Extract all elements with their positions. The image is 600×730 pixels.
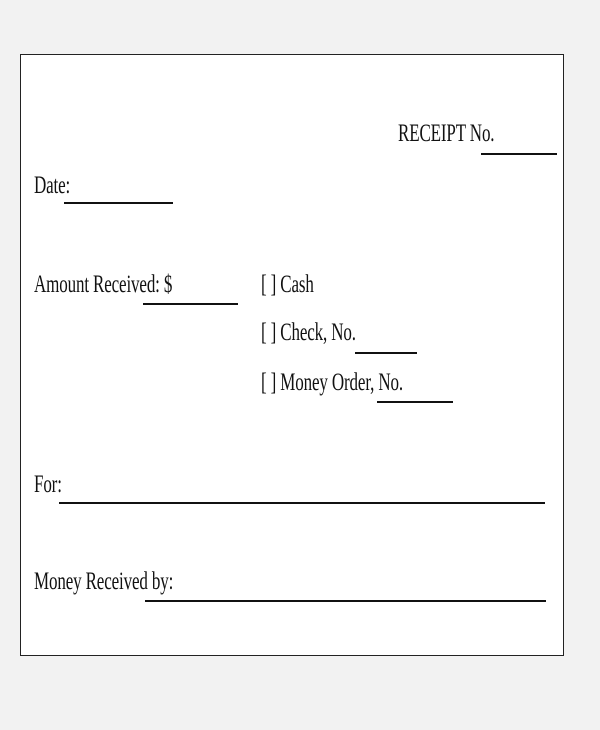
payment-option-check[interactable]: [ ] Check, No. [261,319,356,346]
check-number-field[interactable] [355,352,417,354]
money-received-by-field[interactable] [145,600,546,602]
payment-option-money-order[interactable]: [ ] Money Order, No. [261,369,404,396]
money-order-number-field[interactable] [377,401,453,403]
for-label: For: [34,471,62,498]
receipt-number-field[interactable] [481,153,557,155]
receipt-number-label: RECEIPT No. [398,120,495,147]
payment-option-cash[interactable]: [ ] Cash [261,271,314,298]
receipt-form [20,54,564,656]
for-field[interactable] [59,502,545,504]
date-label: Date: [34,172,71,199]
amount-received-label: Amount Received: $ [34,271,173,298]
money-received-by-label: Money Received by: [34,568,174,595]
amount-received-field[interactable] [143,303,238,305]
date-field[interactable] [64,202,173,204]
